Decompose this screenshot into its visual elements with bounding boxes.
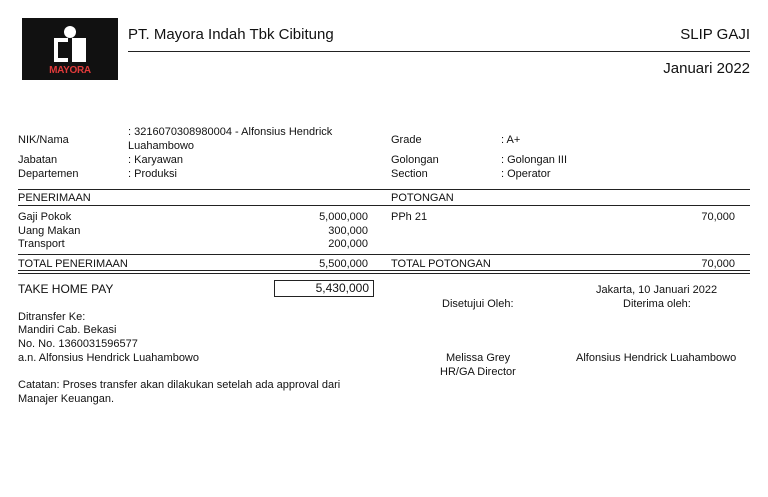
potongan-heading: POTONGAN — [391, 192, 454, 204]
earning-value: 200,000 — [328, 238, 368, 250]
earning-value: 300,000 — [328, 225, 368, 237]
penerimaan-heading: PENERIMAAN — [18, 192, 91, 204]
departemen-value: : Produksi — [128, 168, 177, 180]
logo-text: MAYORA — [49, 65, 91, 76]
note-line2: Manajer Keuangan. — [18, 393, 115, 405]
total-double-divider — [18, 273, 750, 274]
transfer-account-name: a.n. Alfonsius Hendrick Luahambowo — [18, 352, 199, 364]
company-logo — [22, 18, 118, 80]
document-title: SLIP GAJI — [680, 26, 750, 43]
section-value: : Operator — [501, 168, 551, 180]
total-potongan-value: 70,000 — [701, 258, 735, 270]
total-penerimaan-value: 5,500,000 — [319, 258, 368, 270]
total-potongan-label: TOTAL POTONGAN — [391, 258, 491, 270]
deduction-value: 70,000 — [701, 211, 735, 223]
table-top-divider — [18, 189, 750, 190]
total-top-divider — [18, 254, 750, 255]
golongan-label: Golongan — [391, 154, 439, 166]
approved-by-label: Disetujui Oleh: — [442, 298, 514, 310]
earning-label: Uang Makan — [18, 225, 81, 237]
jabatan-label: Jabatan — [18, 154, 58, 166]
table-header-divider — [18, 205, 750, 206]
earning-label: Gaji Pokok — [18, 211, 72, 223]
total-bottom-divider — [18, 270, 750, 271]
place-date: Jakarta, 10 Januari 2022 — [596, 284, 718, 296]
nik-value-line1: : 3216070308980004 - Alfonsius Hendrick — [128, 126, 333, 138]
earning-value: 5,000,000 — [319, 211, 368, 223]
deduction-label: PPh 21 — [391, 211, 428, 223]
departemen-label: Departemen — [18, 168, 79, 180]
take-home-pay-label: TAKE HOME PAY — [18, 282, 114, 296]
grade-value: : A+ — [501, 134, 521, 146]
approver-name: Melissa Grey — [446, 352, 511, 364]
transfer-bank: Mandiri Cab. Bekasi — [18, 324, 117, 336]
jabatan-value: : Karyawan — [128, 154, 184, 166]
received-by-label: Diterima oleh: — [623, 298, 691, 310]
earning-label: Transport — [18, 238, 65, 250]
golongan-value: : Golongan III — [501, 154, 568, 166]
header-divider — [128, 51, 750, 52]
transfer-heading: Ditransfer Ke: — [18, 311, 86, 323]
transfer-account-number: No. No. 1360031596577 — [18, 338, 138, 350]
company-name: PT. Mayora Indah Tbk Cibitung — [128, 26, 334, 43]
total-penerimaan-label: TOTAL PENERIMAAN — [18, 258, 128, 270]
section-label: Section — [391, 168, 428, 180]
note-line1: Catatan: Proses transfer akan dilakukan setelah ada approval dari — [18, 379, 341, 391]
period-label: Januari 2022 — [663, 60, 750, 77]
grade-label: Grade — [391, 134, 422, 146]
nik-value-line2: Luahambowo — [128, 140, 195, 152]
take-home-pay-value: 5,430,000 — [274, 280, 374, 297]
receiver-name: Alfonsius Hendrick Luahambowo — [576, 352, 737, 364]
nik-label: NIK/Nama — [18, 134, 69, 146]
approver-title: HR/GA Director — [440, 366, 516, 378]
